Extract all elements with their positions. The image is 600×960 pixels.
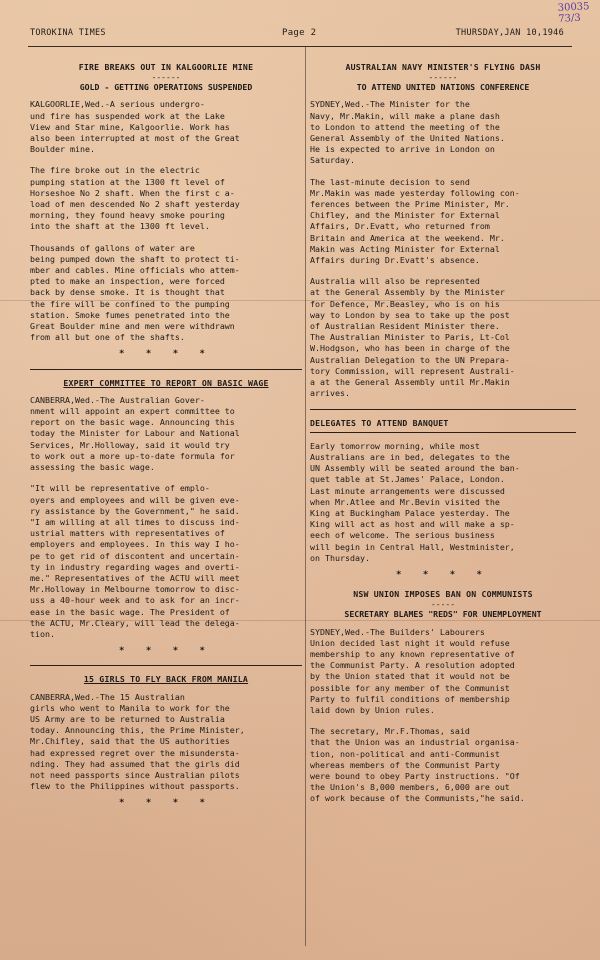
headline-separator: ------	[151, 73, 181, 83]
article-paragraph: KALGOORLIE,Wed.-A serious undergro- und fire has suspended work at the Lake View and Star mine, Kalgoorlie. Work has also been interrupted at most of the Great Boulder mine.	[30, 99, 240, 155]
section-rule	[30, 665, 302, 666]
article-banquet	[310, 418, 576, 581]
article-paragraph: SYDNEY,Wed.-The Minister for the Navy, Mr.Makin, will make a plane dash to London to attend the meeting of the General Assembly of the United Nations. He is expected to arrive in London on Saturday.	[310, 99, 505, 166]
paper-name: TOROKINA TIMES	[30, 28, 106, 38]
archive-stamp-number: 30035	[557, 1, 590, 14]
article-paragraph: The secretary, Mr.F.Thomas, said that the Union was an industrial organisa- tion, non-political and anti-Communist whereas members of the Communist Party were bound to obey Party instructions. "Of the Union's 8,000 members, 6,000 are out of work because of the Communists,"he said.	[310, 726, 525, 804]
article-paragraph: "It will be representative of emplo- oyers and employees and will be given eve- ry assistance by the Government," he said. "I am willing at all times to discuss ind- ustrial matters with representatives of employers and employees. In this way I ho- pe to get rid of discontent and uncertain- ty in industry regarding wages and overti- me." Representatives of the ACTU will meet Mr.Holloway in Melbourne tomorrow to disc- uss a 40-hour week and to ask for an incr- ease in the basic wage. The President of the ACTU, Mr.Cleary, will lead the delega- tion.	[30, 483, 240, 639]
article-nsw-union	[310, 589, 576, 804]
section-stars: * * * *	[119, 646, 213, 657]
article-basic-wage	[30, 378, 302, 658]
masthead-rule	[28, 46, 572, 47]
article-paragraph: The fire broke out in the electric pumping station at the 1300 ft level of Horseshoe No 2 shaft. When the first c a- load of men descended No 2 shaft yesterday morning, they found heavy smoke pouring into the shaft at the 1300 ft level.	[30, 165, 240, 232]
section-stars: * * * *	[119, 798, 213, 809]
article-subhead: SECRETARY BLAMES "REDS" FOR UNEMPLOYMENT	[344, 609, 542, 620]
article-subhead: TO ATTEND UNITED NATIONS CONFERENCE	[356, 82, 530, 93]
article-headline: DELEGATES TO ATTEND BANQUET	[310, 418, 449, 429]
right-column	[310, 62, 576, 815]
article-paragraph: CANBERRA,Wed.-The Australian Gover- nment will appoint an expert committee to report on the basic wage. Announcing this today the Minister for Labour and National Services, Mr.Holloway, said it would try to work out a more up-to-date formula for assessing the basic wage.	[30, 394, 240, 473]
section-rule	[310, 409, 576, 410]
article-paragraph: Australia will also be represented at the General Assembly by the Minister for Defence, Mr.Beasley, who is on his way to London by sea to take up the post of Australian Resident Minister there. The Australian Minister to Paris, Lt-Col W.Hodgson, who has been in charge of the Australian Delegation to the UN Prepara- tory Commission, will represent Australi- a at the General Assembly until Mr.Makin arrives.	[310, 276, 515, 399]
article-subhead: GOLD - GETTING OPERATIONS SUSPENDED	[79, 82, 253, 93]
headline-separator: ------	[428, 73, 458, 83]
article-paragraph: Thousands of gallons of water are being pumped down the shaft to protect ti- mber and cables. Mine officials who attem- pted to make an inspection, were forced back by dense smoke. It is thought that the fire will be confined to the pumping station. Smoke fumes penetrated into the Great Boulder mine and men were withdrawn from all but one of the shafts.	[30, 242, 240, 343]
article-paragraph: CANBERRA,Wed.-The 15 Australian girls who went to Manila to work for the US Army are to be returned to Australia today. Announcing this, the Prime Minister, Mr.Chifley, said that the US authorities had expressed regret over the misundersta- nding. They had assumed that the girls did not need passports since Australian pilots flew to the Philippines without passports.	[30, 691, 245, 792]
article-navy-minister	[310, 62, 576, 399]
article-headline: FIRE BREAKS OUT IN KALGOORLIE MINE	[78, 62, 254, 72]
archive-stamp	[558, 1, 591, 25]
article-headline: 15 GIRLS TO FLY BACK FROM MANILA	[83, 674, 249, 685]
article-kalgoorlie	[30, 62, 302, 361]
article-manila	[30, 674, 302, 809]
column-divider	[305, 46, 306, 946]
issue-date: THURSDAY,JAN 10,1946	[455, 28, 564, 38]
headline-separator: -----	[430, 600, 456, 610]
section-stars: * * * *	[396, 569, 490, 580]
section-stars: * * * *	[119, 349, 213, 360]
section-rule	[30, 369, 302, 370]
article-paragraph: The last-minute decision to send Mr.Makin was made yesterday following con- ferences between the Prime Minister, Mr. Chifley, and the Minister for External Affairs, Dr.Evatt, who returned from Britain and America at the weekend. Mr. Makin was Acting Minister for External Affairs during Dr.Evatt's absence.	[310, 176, 520, 266]
article-headline: AUSTRALIAN NAVY MINISTER'S FLYING DASH	[345, 62, 541, 72]
page-number: Page 2	[282, 28, 317, 38]
article-paragraph: Early tomorrow morning, while most Australians are in bed, delegates to the UN Assembly will be seated around the ban- quet table at St.James' Palace, London. Last minute arrangements were discussed when Mr.Atlee and Mr.Bevin visited the King at Buckingham Palace yesterday. The King will act as host and will make a sp- eech of welcome. The serious business will begin in Central Hall, Westminister, on Thursday.	[310, 440, 520, 563]
left-column	[30, 62, 302, 818]
archive-stamp-number: 73/3	[558, 12, 582, 25]
article-headline: EXPERT COMMITTEE TO REPORT ON BASIC WAGE	[63, 377, 269, 388]
article-headline: NSW UNION IMPOSES BAN ON COMMUNISTS	[353, 589, 533, 600]
article-paragraph: SYDNEY,Wed.-The Builders' Labourers Union decided last night it would refuse membership to any known representative of the Communist Party. A resolution adopted by the Union stated that it would not be possible for any member of the Communist Party to fulfil conditions of membership laid down by Union rules.	[310, 626, 515, 715]
section-rule	[310, 432, 576, 433]
masthead	[30, 26, 570, 42]
